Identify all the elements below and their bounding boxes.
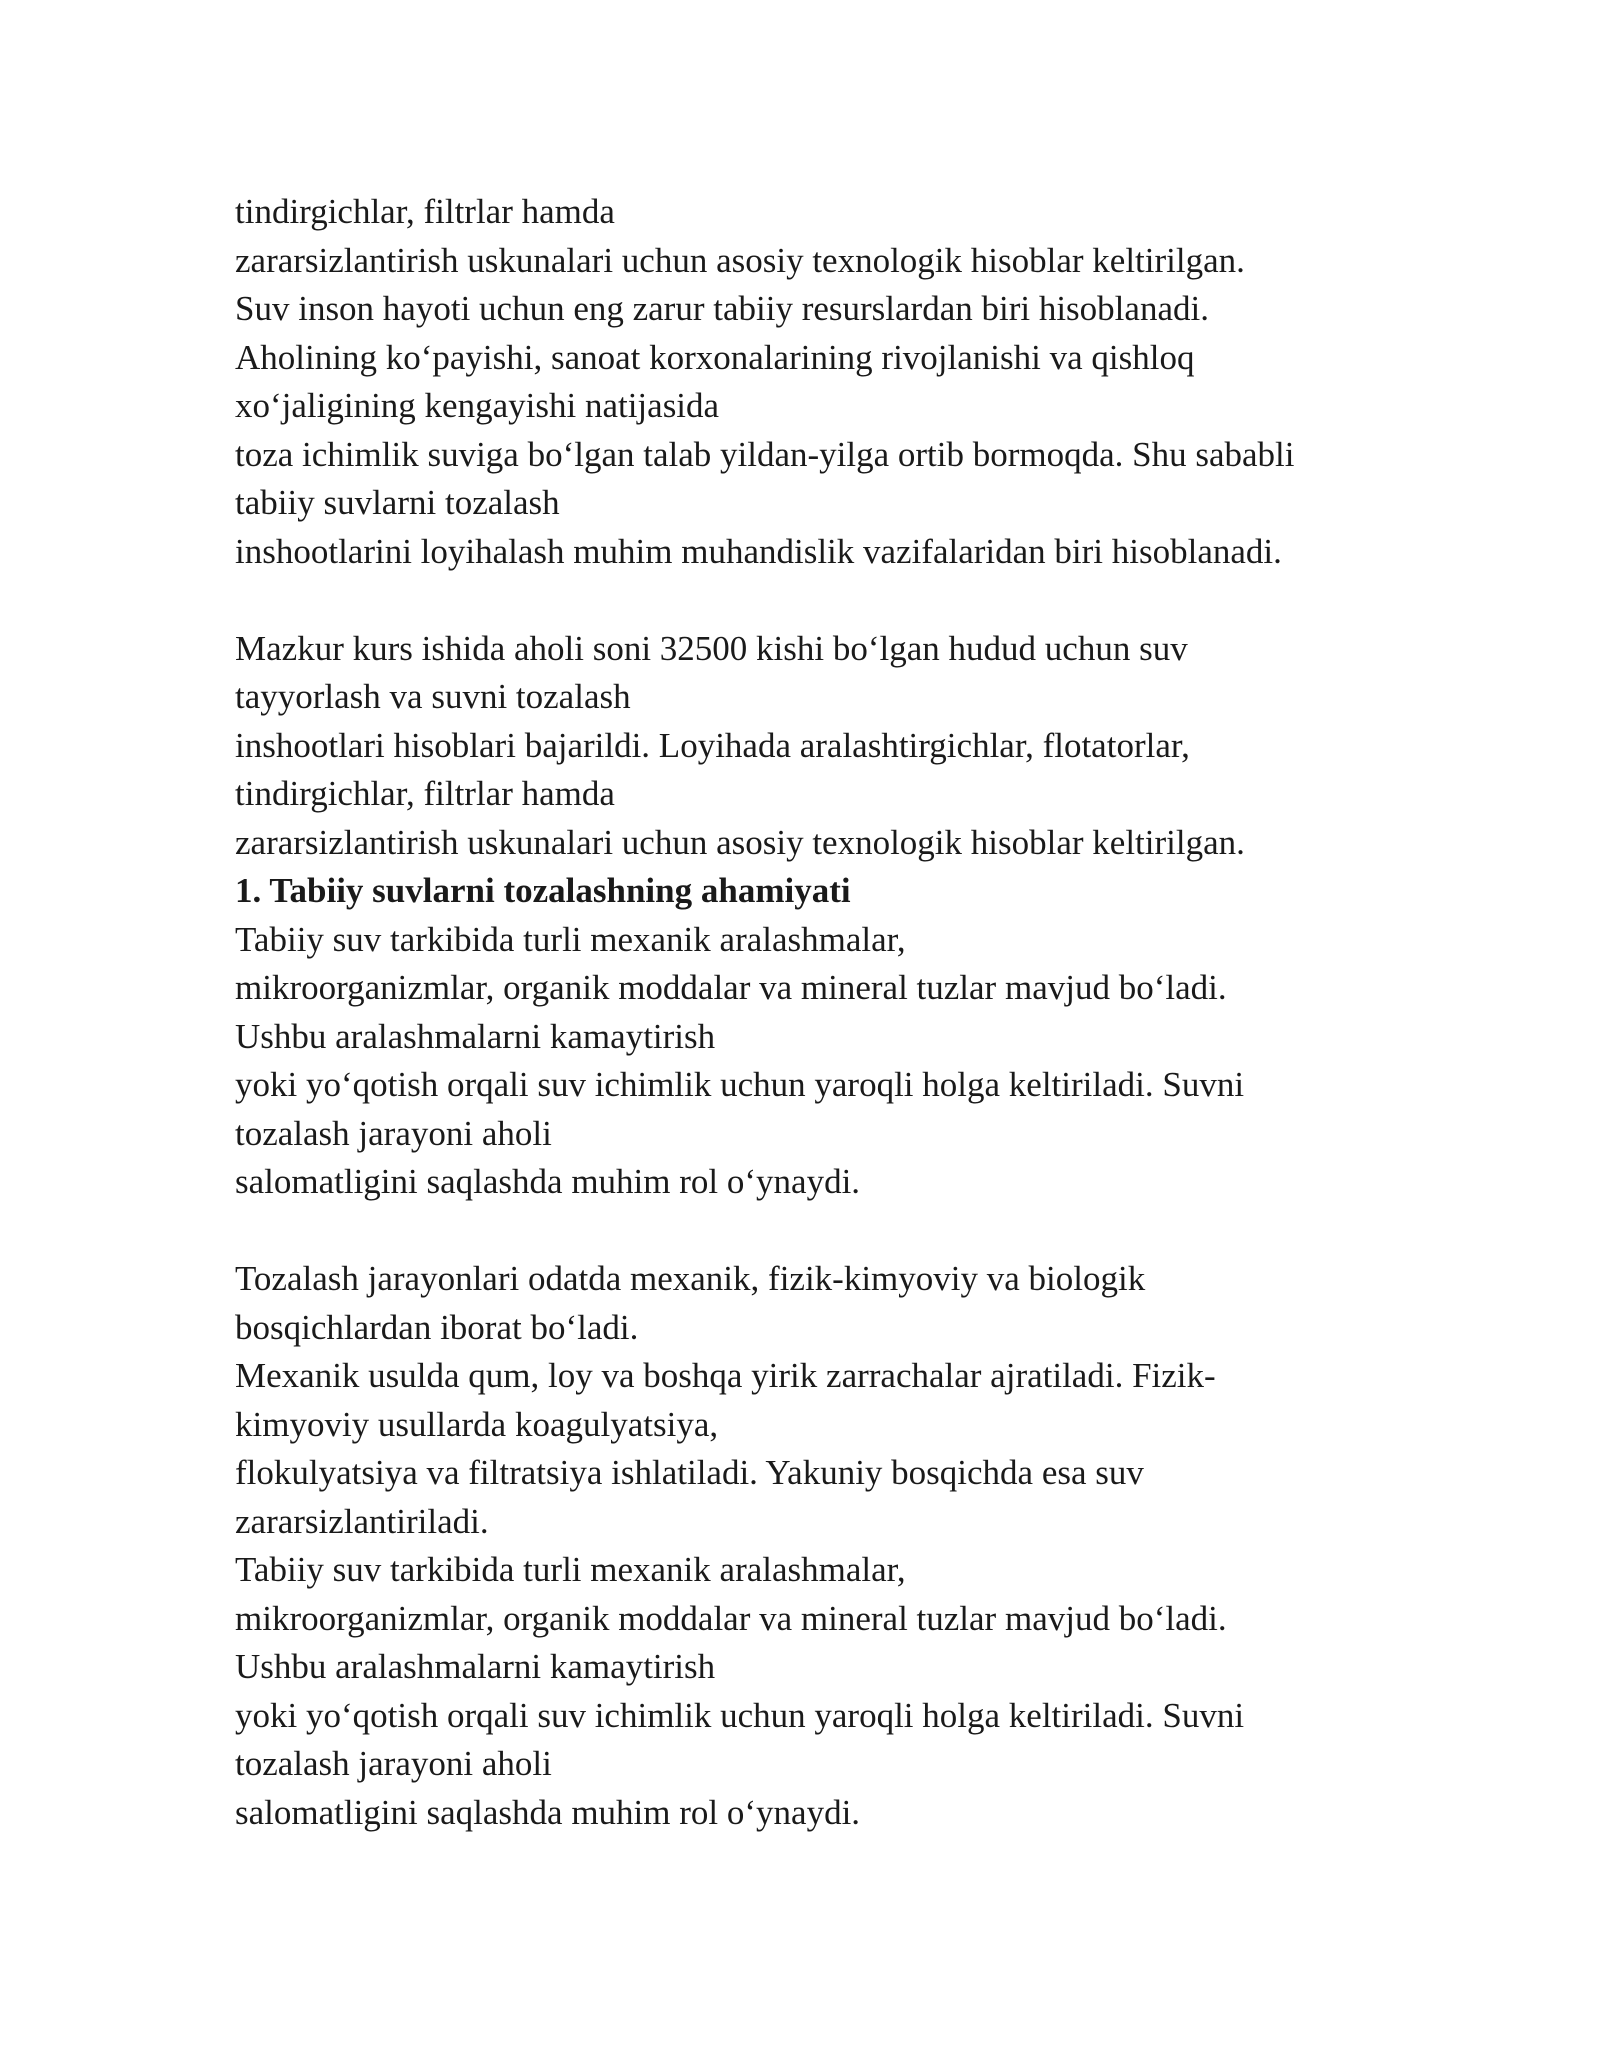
text-line: Tabiiy suv tarkibida turli mexanik aralashmalar, — [235, 1550, 906, 1589]
text-line: Ushbu aralashmalarni kamaytirish — [235, 1016, 716, 1056]
text-line: Suv inson hayoti uchun eng zarur tabiiy resurslardan biri hisoblanadi. — [235, 289, 1209, 328]
text-line: Tozalash jarayonlari odatda mexanik, fizik-kimyoviy va biologik — [235, 1259, 1146, 1298]
text-line: salomatligini saqlashda muhim rol o‘ynaydi. — [235, 1792, 861, 1832]
document-body — [235, 188, 1415, 1837]
text-line: Aholining ko‘payishi, sanoat korxonalarining rivojlanishi va qishloq — [235, 337, 1195, 377]
text-line: tindirgichlar, filtrlar hamda — [235, 774, 615, 813]
text-line: tozalash jarayoni aholi — [235, 1113, 552, 1153]
text-line: zararsizlantirish uskunalari uchun asosiy texnologik hisoblar keltirilgan. — [235, 822, 1245, 862]
text-line: zararsizlantirish uskunalari uchun asosiy texnologik hisoblar keltirilgan. — [235, 240, 1245, 280]
text-line: bosqichlardan iborat bo‘ladi. — [235, 1307, 639, 1347]
text-line: toza ichimlik suviga bo‘lgan talab yildan-yilga ortib bormoqda. Shu sababli — [235, 434, 1295, 474]
text-line: tayyorlash va suvni tozalash — [235, 677, 631, 716]
text-line: inshootlarini loyihalash muhim muhandislik vazifalaridan biri hisoblanadi. — [235, 531, 1282, 571]
section-heading: 1. Tabiiy suvlarni tozalashning ahamiyati — [235, 871, 851, 910]
text-line: Tabiiy suv tarkibida turli mexanik aralashmalar, — [235, 919, 906, 959]
text-line: Mazkur kurs ishida aholi soni 32500 kishi bo‘lgan hudud uchun suv — [235, 628, 1188, 668]
text-line: yoki yo‘qotish orqali suv ichimlik uchun yaroqli holga keltiriladi. Suvni — [235, 1695, 1245, 1735]
text-line: flokulyatsiya va filtratsiya ishlatiladi. Yakuniy bosqichda esa suv — [235, 1453, 1144, 1492]
text-line: yoki yo‘qotish orqali suv ichimlik uchun yaroqli holga keltiriladi. Suvni — [235, 1065, 1245, 1104]
blank-line — [235, 1207, 1415, 1256]
text-line: tozalash jarayoni aholi — [235, 1744, 552, 1783]
text-line: tindirgichlar, filtrlar hamda — [235, 192, 615, 231]
text-line: inshootlari hisoblari bajarildi. Loyihada aralashtirgichlar, flotatorlar, — [235, 725, 1190, 765]
text-line: mikroorganizmlar, organik moddalar va mineral tuzlar mavjud bo‘ladi. — [235, 1598, 1227, 1638]
text-line: Mexanik usulda qum, loy va boshqa yirik zarrachalar ajratiladi. Fizik- — [235, 1356, 1216, 1395]
text-line: Ushbu aralashmalarni kamaytirish — [235, 1647, 716, 1686]
text-line: kimyoviy usullarda koagulyatsiya, — [235, 1404, 719, 1444]
text-line: xo‘jaligining kengayishi natijasida — [235, 386, 720, 425]
blank-line — [235, 576, 1415, 625]
text-line: zararsizlantiriladi. — [235, 1501, 489, 1541]
text-line: mikroorganizmlar, organik moddalar va mineral tuzlar mavjud bo‘ladi. — [235, 968, 1227, 1007]
text-line: salomatligini saqlashda muhim rol o‘ynaydi. — [235, 1162, 861, 1201]
text-line: tabiiy suvlarni tozalash — [235, 483, 560, 522]
